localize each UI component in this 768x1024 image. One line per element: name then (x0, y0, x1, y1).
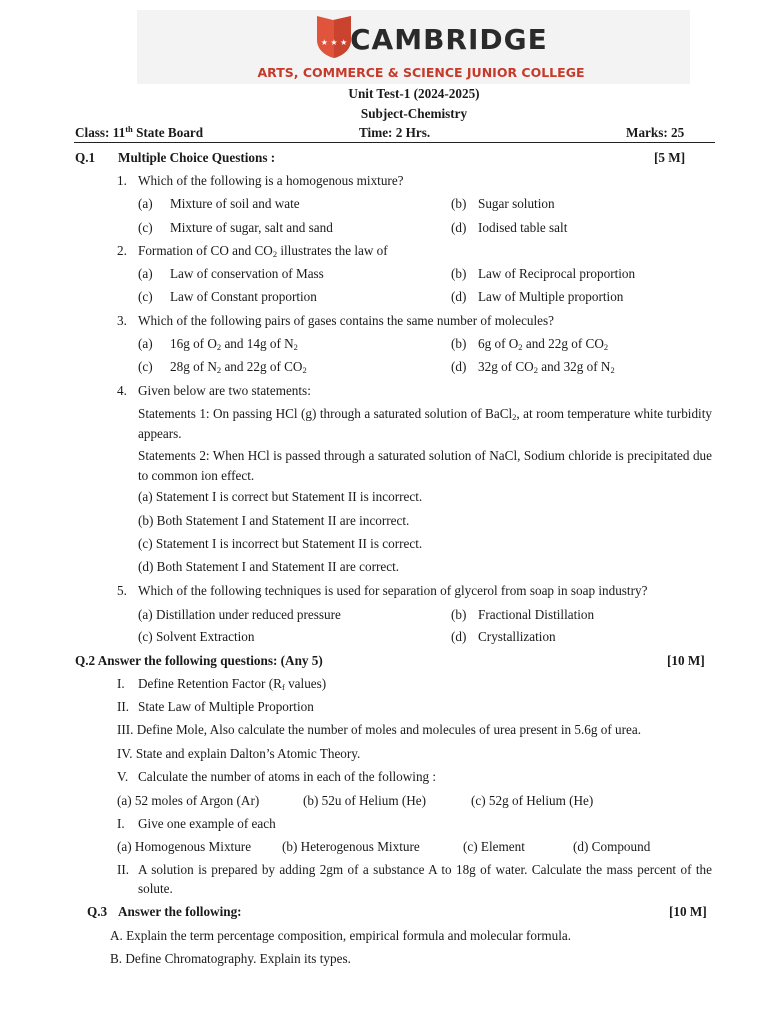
q2-suboption: (c) Element (463, 839, 525, 854)
q2-item: IV. State and explain Dalton’s Atomic Theory. (117, 746, 361, 761)
q2-item-text: Define Retention Factor ($R_f$ values) (138, 676, 327, 692)
q2-marks: [10 M] (667, 653, 705, 668)
q2-item-number: II. (117, 699, 130, 714)
brand-name: CAMBRIDGE (350, 23, 548, 56)
option-label: (a) (138, 196, 153, 211)
option-text: (c) Solvent Extraction (138, 629, 255, 644)
option-text: Fractional Distillation (478, 607, 595, 622)
q2-suboption: (b) 52u of Helium (He) (303, 793, 427, 808)
q2-suboption: (d) Compound (573, 839, 651, 854)
q3-marks: [10 M] (669, 904, 707, 919)
option-text: 28g of $N_2$ and 22g of $CO_2$ (170, 359, 307, 375)
q3-item: B. Define Chromatography. Explain its types. (110, 951, 351, 966)
q1-number: Q.1 (75, 150, 96, 165)
option-text: Iodised table salt (478, 220, 568, 235)
statement-1: Statements 1: On passing HCl (g) through a saturated solution of BaCl$_2$, at room temperature white turbidity appears. (138, 406, 712, 441)
svg-text:★ ★ ★: ★ ★ ★ (320, 38, 348, 47)
q2-item-text: Calculate the number of atoms in each of the following : (138, 769, 437, 784)
q2-item: III. Define Mole, Also calculate the number of moles and molecules of urea present in 5.6g of urea. (117, 722, 642, 737)
option-label: (d) (451, 629, 467, 644)
college-name: ARTS, COMMERCE & SCIENCE JUNIOR COLLEGE (257, 65, 585, 80)
option-label: (c) (138, 220, 153, 235)
q1-item-number: 4. (117, 383, 127, 398)
q1-item-text: Which of the following is a homogenous mixture? (138, 173, 404, 188)
option-label: (a) (138, 266, 153, 281)
class-label: Class: 11th State Board (75, 124, 204, 140)
q1-item-text: Given below are two statements: (138, 383, 311, 398)
option-text: (a) Distillation under reduced pressure (138, 607, 341, 622)
option-label: (b) (451, 336, 467, 351)
option-text: Law of Constant proportion (170, 289, 317, 304)
time-label: Time: 2 Hrs. (359, 125, 431, 140)
q3-item: A. Explain the term percentage composition, empirical formula and molecular formula. (110, 928, 572, 943)
q2-item-number: I. (117, 816, 125, 831)
option-label: (b) (451, 607, 467, 622)
option-label: (d) (451, 359, 467, 374)
q2-suboption: (b) Heterogenous Mixture (282, 839, 420, 854)
option-label: (b) (451, 196, 467, 211)
q1-item-number: 5. (117, 583, 127, 598)
option-text: (c) Statement I is incorrect but Statement II is correct. (138, 536, 423, 551)
q3-number: Q.3 (87, 904, 108, 919)
header-divider (74, 142, 715, 143)
option-text: Law of Multiple proportion (478, 289, 624, 304)
q1-item-number: 1. (117, 173, 127, 188)
option-label: (a) (138, 336, 153, 351)
option-text: Crystallization (478, 629, 556, 644)
option-text: 32g of $CO_2$ and 32g of $N_2$ (478, 359, 615, 375)
option-text: 6g of $O_2$ and 22g of $CO_2$ (478, 336, 609, 352)
option-text: (a) Statement I is correct but Statement II is incorrect. (138, 489, 423, 504)
q2-item-number: V. (117, 769, 129, 784)
shield-stars-icon (316, 14, 352, 59)
subject-title: Subject-Chemistry (360, 106, 468, 121)
q1-title: Multiple Choice Questions : (118, 150, 276, 165)
option-text: (d) Both Statement I and Statement II are correct. (138, 559, 400, 574)
q1-item-text: Which of the following pairs of gases contains the same number of molecules? (138, 313, 555, 328)
q2-item-text: Give one example of each (138, 816, 276, 831)
option-text: 16g of $O_2$ and 14g of $N_2$ (170, 336, 298, 352)
option-label: (c) (138, 359, 153, 374)
option-label: (c) (138, 289, 153, 304)
q1-item-number: 2. (117, 243, 127, 258)
statement-2: Statements 2: When HCl is passed through a saturated solution of NaCl, Sodium chloride is precipitated due to common ion effect. (138, 448, 712, 483)
option-text: Law of conservation of Mass (170, 266, 324, 281)
q2-suboption: (c) 52g of Helium (He) (471, 793, 594, 808)
q3-title: Answer the following: (118, 904, 242, 919)
q2-suboption: (a) Homogenous Mixture (117, 839, 252, 854)
option-label: (d) (451, 220, 467, 235)
q1-marks: [5 M] (654, 150, 686, 165)
option-label: (d) (451, 289, 467, 304)
marks-label: Marks: 25 (626, 125, 685, 140)
option-text: Sugar solution (478, 196, 555, 211)
q2-title: Q.2 Answer the following questions: (Any 5) (75, 653, 323, 668)
q2-suboption: (a) 52 moles of Argon (Ar) (117, 793, 260, 808)
q2-item-text: A solution is prepared by adding 2gm of a substance A to 18g of water. Calculate the mass percent of the solute. (138, 862, 712, 896)
q1-item-text: Which of the following techniques is used for separation of glycerol from soap in soap industry? (138, 583, 648, 598)
option-text: Law of Reciprocal proportion (478, 266, 636, 281)
q2-item-text: State Law of Multiple Proportion (138, 699, 314, 714)
q2-item-number: I. (117, 676, 125, 691)
test-title: Unit Test-1 (2024-2025) (348, 86, 480, 101)
q2-item-number: II. (117, 862, 130, 877)
option-label: (b) (451, 266, 467, 281)
q1-item-text: Formation of CO and $CO_2$ illustrates the law of (138, 243, 388, 259)
q1-item-number: 3. (117, 313, 127, 328)
option-text: Mixture of sugar, salt and sand (170, 220, 333, 235)
option-text: (b) Both Statement I and Statement II are incorrect. (138, 513, 410, 528)
option-text: Mixture of soil and wate (170, 196, 300, 211)
